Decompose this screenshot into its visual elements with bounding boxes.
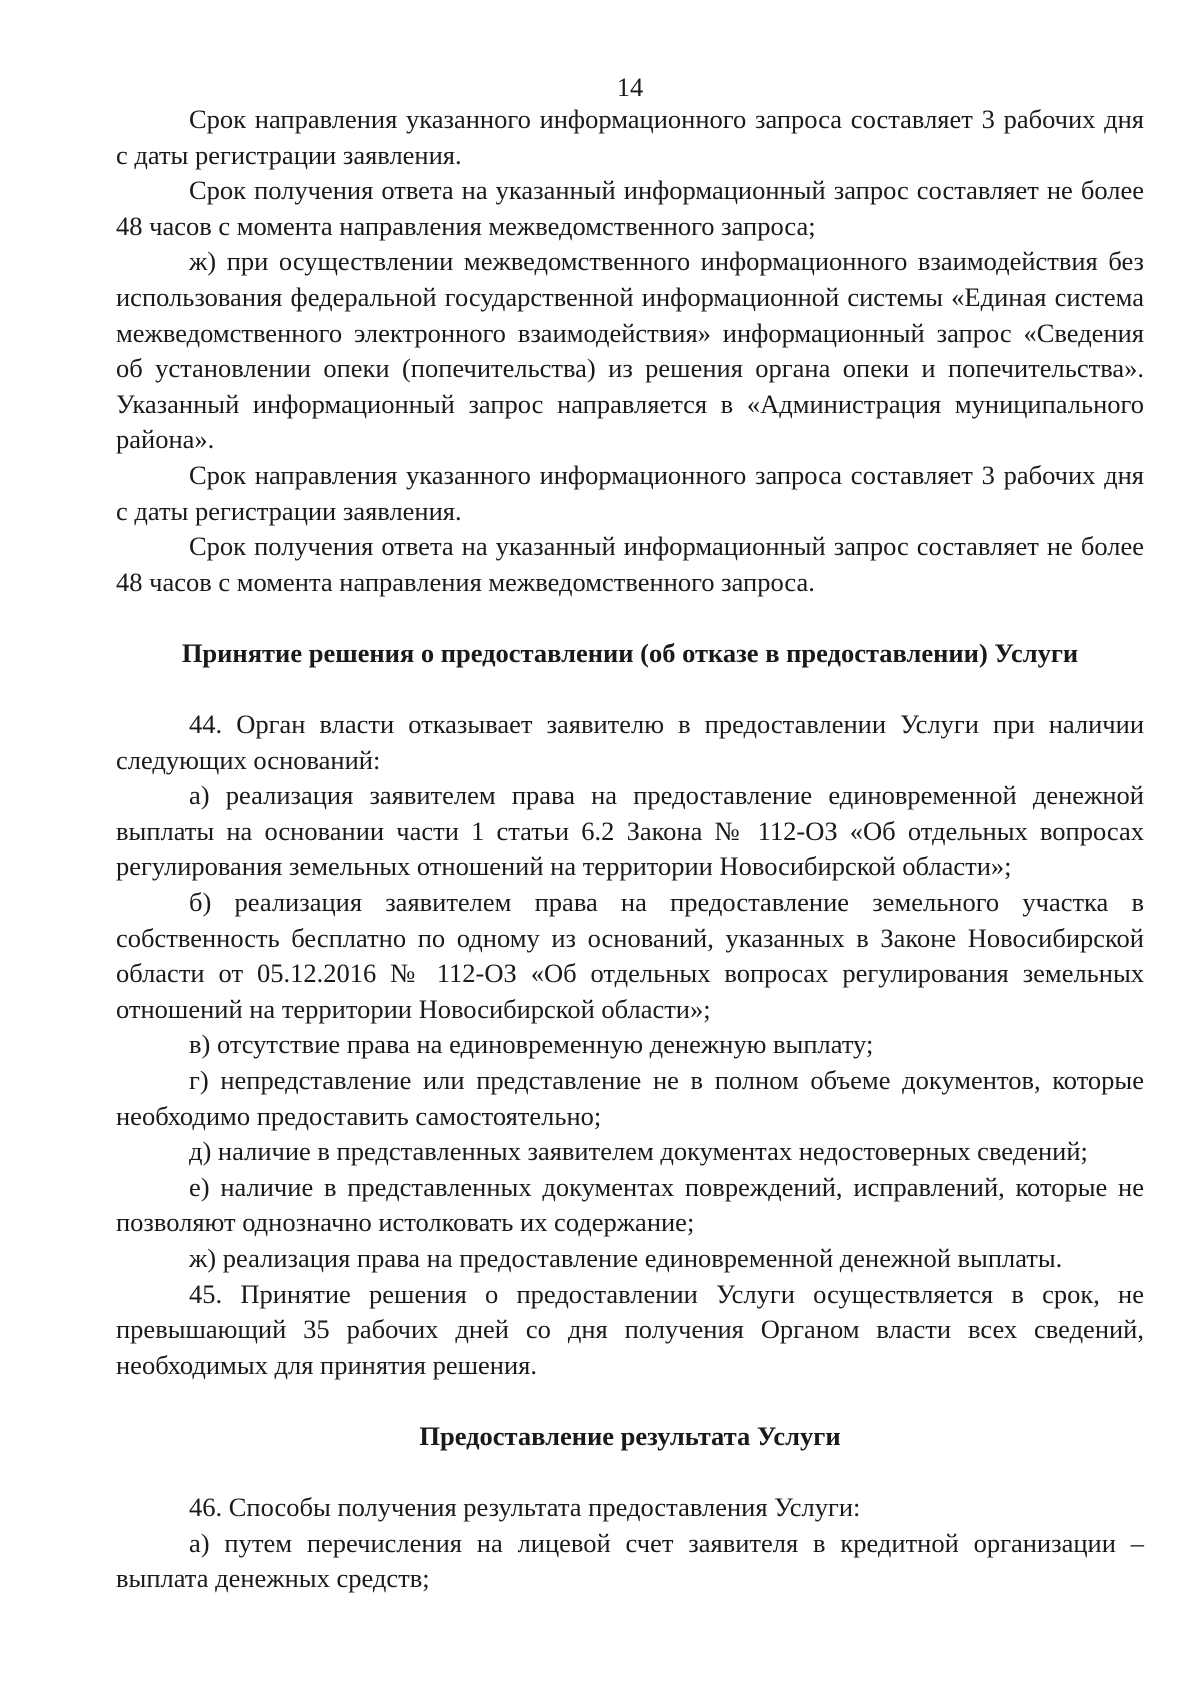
paragraph: 46. Способы получения результата предоставления Услуги: [189, 1492, 861, 1523]
page-number: 14 [616, 72, 644, 102]
paragraph: Срок направления указанного информационного запроса составляет 3 рабочих дня с даты регистрации заявления. [116, 104, 1144, 170]
paragraph: Срок направления указанного информационного запроса составляет 3 рабочих дня с даты регистрации заявления. [116, 459, 1144, 526]
document-page [116, 72, 1144, 1597]
paragraph: б) реализация заявителем права на предоставление земельного участка в собственность бесплатно по одному из оснований, указанных в Законе Новосибирской области от 05.12.2016 № 112-ОЗ «Об отдельных вопросах регулирования земельных отношений на территории Новосибирской области»; [116, 887, 1144, 1024]
paragraph: а) реализация заявителем права на предоставление единовременной денежной выплаты на основании части 1 статьи 6.2 Закона № 112-ОЗ «Об отдельных вопросах регулирования земельных отношений на территории Новосибирской области»; [116, 780, 1144, 882]
section-gap [116, 1383, 1144, 1419]
section-heading-result: Предоставление результата Услуги [419, 1420, 841, 1451]
paragraph: в) отсутствие права на единовременную денежную выплату; [189, 1029, 874, 1060]
paragraph: ж) при осуществлении межведомственного информационного взаимодействия без использования федеральной государственной информационной системы «Единая система межведомственного электронного взаимодействия» информационный запрос «Сведения об установлении опеки (попечительства) из решения органа опеки и попечительства». Указанный информационный запрос направляется в «Администрация муниципального района». [116, 246, 1144, 455]
paragraph: ж) реализация права на предоставление единовременной денежной выплаты. [189, 1243, 1063, 1273]
section-gap [116, 672, 1144, 708]
section-gap [116, 1455, 1144, 1491]
paragraph: е) наличие в представленных документах повреждений, исправлений, которые не позволяют однозначно истолковать их содержание; [116, 1171, 1144, 1238]
paragraph: 45. Принятие решения о предоставлении Услуги осуществляется в срок, не превышающий 35 рабочих дней со дня получения Органом власти всех сведений, необходимых для принятия решения. [116, 1278, 1144, 1380]
paragraph: а) путем перечисления на лицевой счет заявителя в кредитной организации – выплата денежных средств; [116, 1527, 1144, 1594]
paragraph: г) непредставление или представление не в полном объеме документов, которые необходимо предоставить самостоятельно; [116, 1065, 1144, 1131]
section-gap [116, 600, 1144, 636]
paragraph: Срок получения ответа на указанный информационный запрос составляет не более 48 часов с момента направления межведомственного запроса. [116, 531, 1144, 597]
paragraph: 44. Орган власти отказывает заявителю в предоставлении Услуги при наличии следующих оснований: [116, 709, 1144, 775]
paragraph: Срок получения ответа на указанный информационный запрос составляет не более 48 часов с момента направления межведомственного запроса; [116, 175, 1144, 241]
section-heading-decision: Принятие решения о предоставлении (об отказе в предоставлении) Услуги [181, 637, 1079, 668]
paragraph: д) наличие в представленных заявителем документах недостоверных сведений; [189, 1136, 1088, 1167]
